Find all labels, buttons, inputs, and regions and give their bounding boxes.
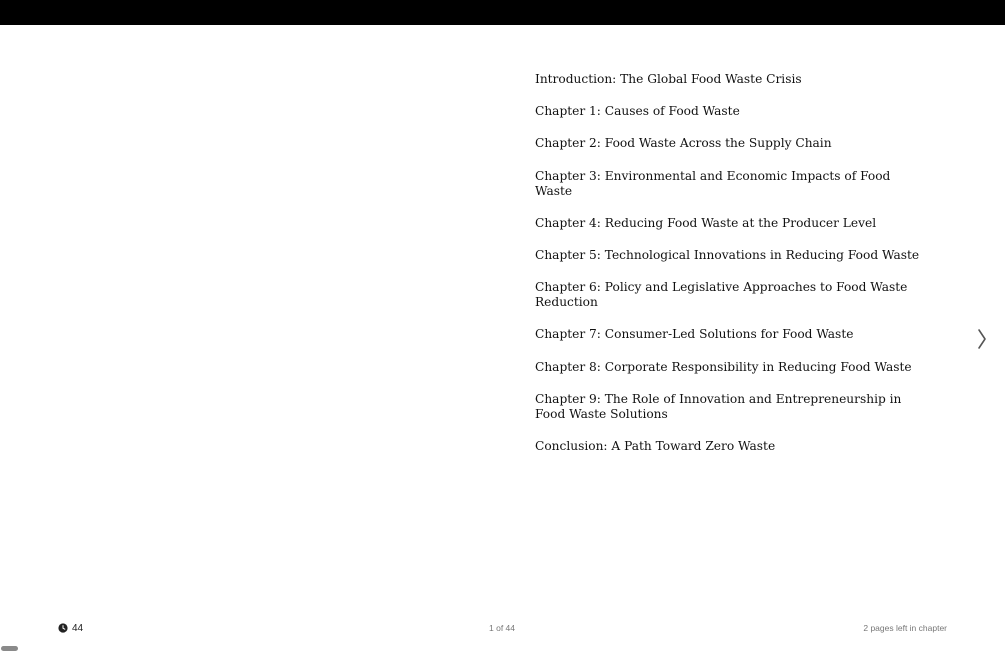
toc-item[interactable]: Conclusion: A Path Toward Zero Waste <box>535 438 776 453</box>
next-page-button[interactable] <box>972 322 992 356</box>
toc-item[interactable]: Chapter 2: Food Waste Across the Supply Chain <box>535 136 832 151</box>
reading-time <box>58 622 83 634</box>
chevron-right-icon <box>972 322 992 356</box>
clock-icon <box>58 623 68 633</box>
toc-item[interactable]: Chapter 5: Technological Innovations in Reducing Food Waste <box>535 247 920 262</box>
toc-item[interactable]: Chapter 4: Reducing Food Waste at the Producer Level <box>535 215 877 230</box>
reading-time-count: 44 <box>72 622 84 634</box>
title-bar <box>0 0 1005 25</box>
chapter-pages-remaining: 2 pages left in chapter <box>863 623 947 633</box>
toc-item[interactable]: Chapter 9: The Role of Innovation and Entrepreneurship in Food Waste Solutions <box>535 391 902 421</box>
scroll-indicator[interactable] <box>1 646 18 651</box>
table-of-contents <box>535 72 925 471</box>
toc-item[interactable]: Chapter 3: Environmental and Economic Impacts of Food Waste <box>535 168 891 198</box>
page-indicator: 1 of 44 <box>489 623 515 633</box>
toc-item[interactable]: Chapter 8: Corporate Responsibility in Reducing Food Waste <box>535 359 912 374</box>
toc-item[interactable]: Introduction: The Global Food Waste Crisis <box>535 72 802 86</box>
toc-item[interactable]: Chapter 7: Consumer-Led Solutions for Food Waste <box>535 327 854 342</box>
toc-item[interactable]: Chapter 1: Causes of Food Waste <box>535 104 740 119</box>
toc-item[interactable]: Chapter 6: Policy and Legislative Approaches to Food Waste Reduction <box>535 280 908 310</box>
